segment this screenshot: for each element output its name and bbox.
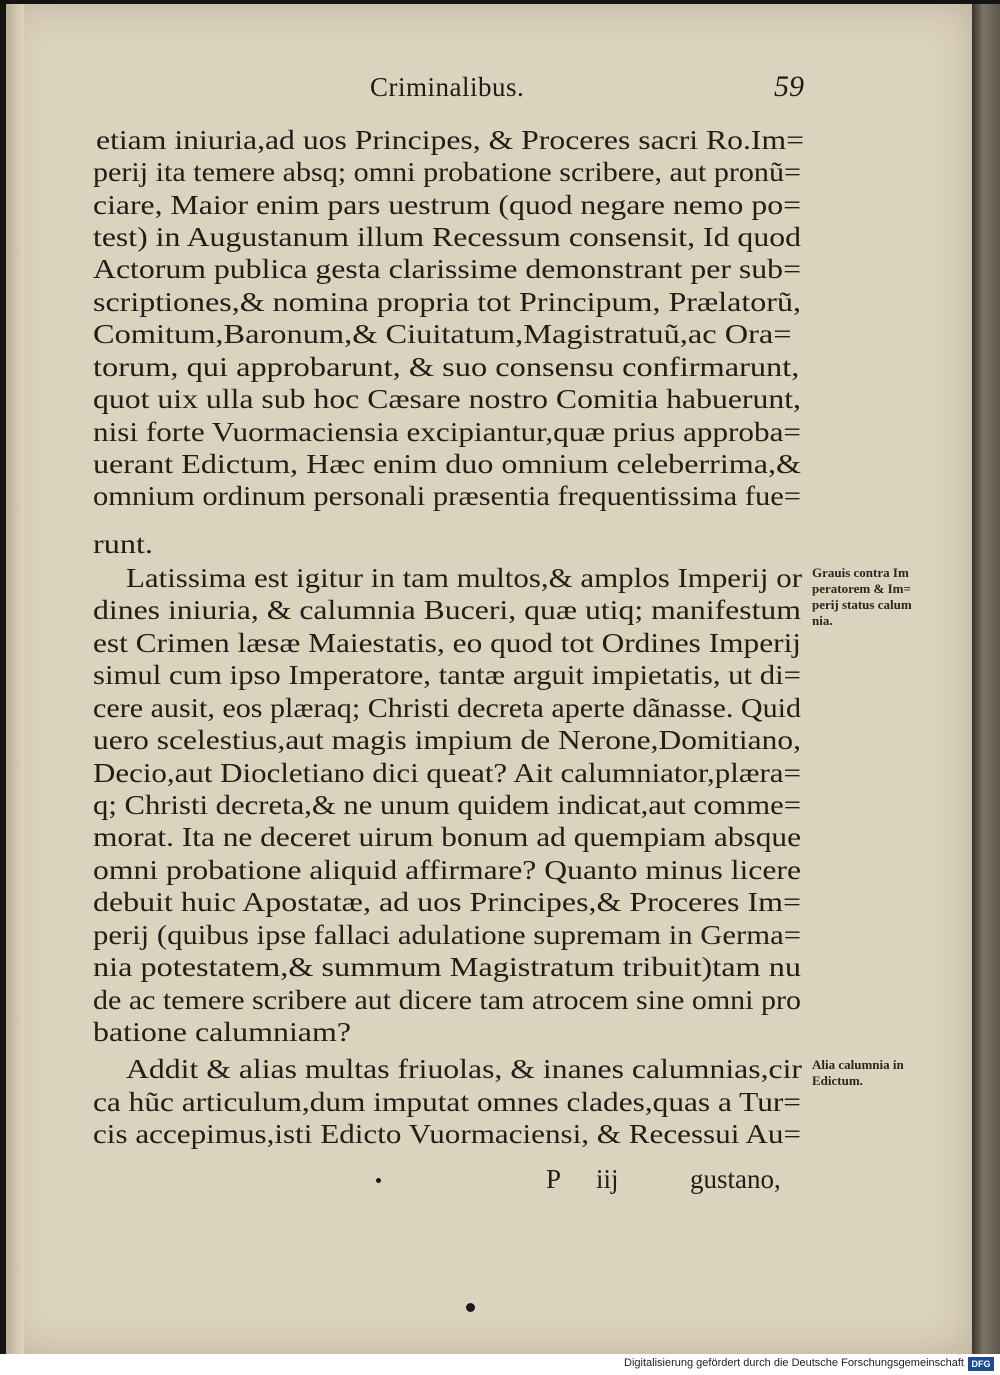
text-line: batione calumniam? xyxy=(93,1017,351,1047)
text-line: quot uix ulla sub hoc Cæsare nostro Comitia habuerunt, xyxy=(93,384,801,414)
text-line: Comitum,Baronum,& Ciuitatum,Magistratuũ,ac Ora= xyxy=(93,319,792,349)
marginal-note-line: nia. xyxy=(812,613,833,628)
footer-bar xyxy=(0,1354,1000,1375)
marginal-note-line: perij status calum xyxy=(812,597,912,612)
text-line: test) in Augustanum illum Recessum consensit, Id quod xyxy=(93,222,801,252)
text-line: perij (quibus ipse fallaci adulatione supremam in Germa= xyxy=(93,920,801,950)
marginal-note-line: Edictum. xyxy=(812,1073,863,1088)
text-line: q; Christi decreta,& ne unum quidem indicat,aut comme= xyxy=(93,790,801,820)
text-line: simul cum ipso Imperatore, tantæ arguit impietatis, ut di= xyxy=(93,660,801,690)
marginal-note-line: Grauis contra Im xyxy=(812,565,909,580)
text-line: scriptiones,& nomina propria tot Principum, Prælatorũ, xyxy=(93,287,802,317)
text-line: uerant Edictum, Hæc enim duo omnium celeberrima,& xyxy=(93,449,801,479)
signature-mark: P xyxy=(546,1164,562,1194)
text-line: nia potestatem,& summum Magistratum tribuit)tam nu xyxy=(93,952,802,982)
ink-dot-bottom xyxy=(466,1303,475,1312)
text-line: de ac temere scribere aut dicere tam atrocem sine omni pro xyxy=(93,985,801,1015)
signature-number: iij xyxy=(596,1164,619,1194)
text-line: ciare, Maior enim pars uestrum (quod negare nemo po= xyxy=(93,190,801,220)
text-line: etiam iniuria,ad uos Principes, & Proceres sacri Ro.Im= xyxy=(96,125,804,155)
text-line: est Crimen læsæ Maiestatis, eo quod tot Ordines Imperij xyxy=(93,628,801,658)
text-line: nisi forte Vuormaciensia excipiantur,quæ prius approba= xyxy=(93,417,801,447)
catchword: gustano, xyxy=(690,1164,781,1194)
text-line: ca hũc articulum,dum imputat omnes clades,quas a Tur= xyxy=(93,1087,802,1117)
text-line: Decio,aut Diocletiano dici queat? Ait calumniator,plæra= xyxy=(93,758,801,788)
page-header xyxy=(6,72,972,112)
text-line: omni probatione aliquid affirmare? Quanto minus licere xyxy=(93,855,801,885)
ink-dot xyxy=(376,1178,381,1183)
text-line: Latissima est igitur in tam multos,& amplos Imperij or xyxy=(126,563,802,593)
scan-right-edge xyxy=(972,4,1000,1354)
marginal-note-line: peratorem & Im= xyxy=(812,581,911,596)
text-line: uero scelestius,aut magis impium de Nerone,Domitiano, xyxy=(93,725,801,755)
text-line: dines iniuria, & calumnia Buceri, quæ utiq; manifestum xyxy=(93,595,801,625)
text-line: omnium ordinum personali præsentia frequentissima fue= xyxy=(93,481,801,511)
running-head: Criminalibus. xyxy=(370,72,525,102)
text-line: cis accepimus,isti Edicto Vuormaciensi, & Recessui Au= xyxy=(93,1119,801,1149)
text-line: cere ausit, eos plæraq; Christi decreta aperte dãnasse. Quid xyxy=(93,693,801,723)
text-line: runt. xyxy=(93,529,153,559)
page-number: 59 xyxy=(774,70,804,103)
text-line: Actorum publica gesta clarissime demonstrant per sub= xyxy=(93,254,801,284)
marginal-note-line: Alia calumnia in xyxy=(812,1057,904,1072)
text-line: perij ita temere absq; omni probatione scribere, aut pronũ= xyxy=(93,157,801,187)
footer-credit: Digitalisierung gefördert durch die Deutsche Forschungsgemeinschaft xyxy=(624,1357,964,1369)
page-gutter xyxy=(6,4,24,1354)
text-line: debuit huic Apostatæ, ad uos Principes,& Proceres Im= xyxy=(93,887,801,917)
text-line: morat. Ita ne deceret uirum bonum ad quempiam absque xyxy=(93,822,801,852)
dfg-logo: DFG xyxy=(968,1357,994,1371)
text-line: torum, qui approbarunt, & suo consensu confirmarunt, xyxy=(93,352,800,382)
text-line: Addit & alias multas friuolas, & inanes calumnias,cir xyxy=(126,1054,802,1084)
